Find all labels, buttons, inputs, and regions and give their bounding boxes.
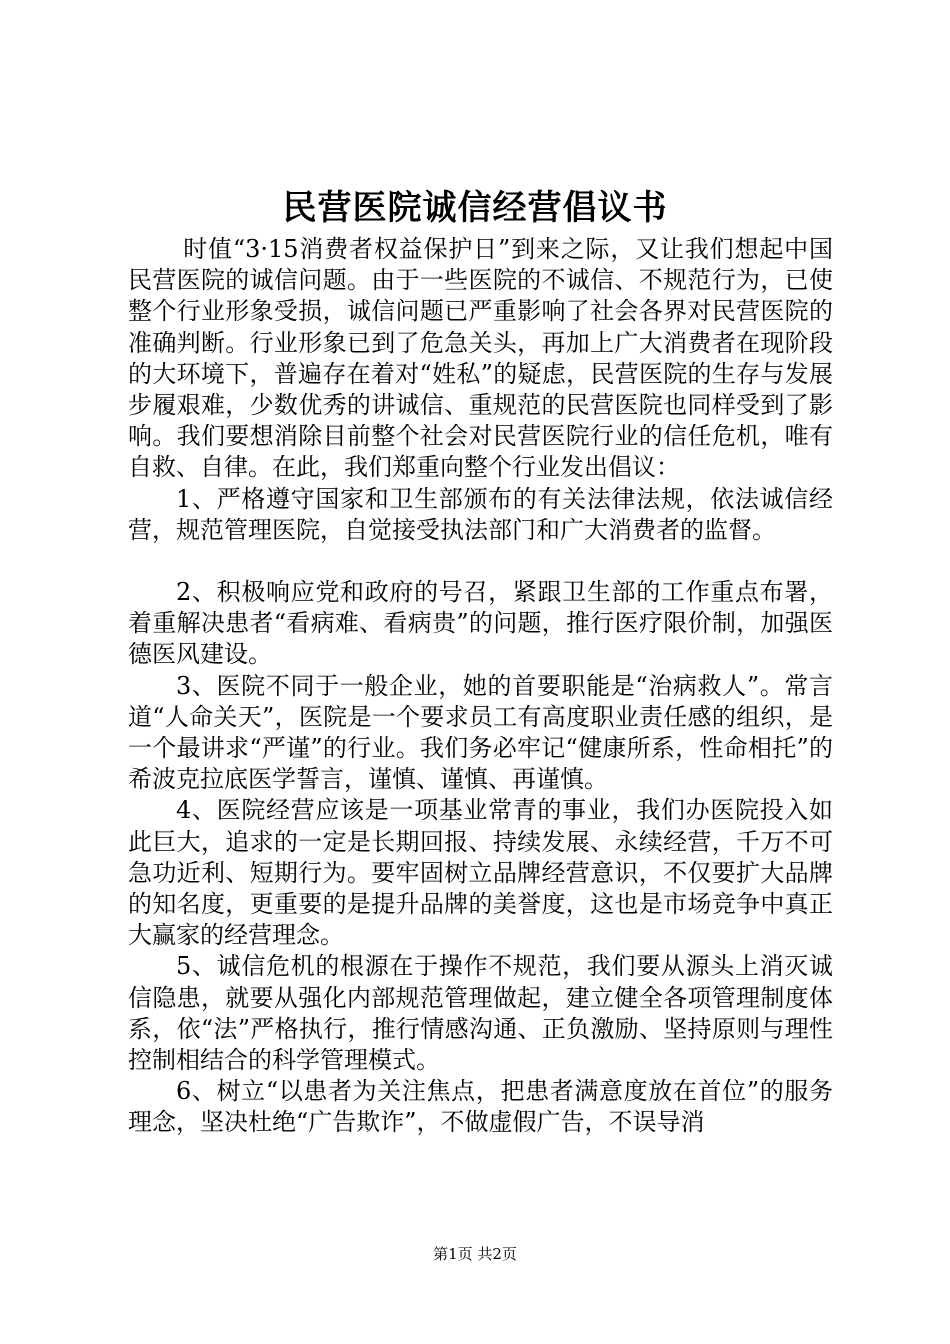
- document-body: [128, 234, 833, 1139]
- paragraph-intro: 时值“3·15消费者权益保护日”到来之际，又让我们想起中国民营医院的诚信问题。由于一些医院的不诚信、不规范行为，已使整个行业形象受损，诚信问题已严重影响了社会各界对民营医院的准确判断。行业形象已到了危急关头，再加上广大消费者在现阶段的大环境下，普遍存在着对“姓私”的疑虑，民营医院的生存与发展步履艰难，少数优秀的讲诚信、重规范的民营医院也同样受到了影响。我们要想消除目前整个社会对民营医院行业的信任危机，唯有自救、自律。在此，我们郑重向整个行业发出倡议：: [128, 235, 833, 482]
- paragraph-item-5: 5、诚信危机的根源在于操作不规范，我们要从源头上消灭诚信隐患，就要从强化内部规范管理做起，建立健全各项管理制度体系，依“法”严格执行，推行情感沟通、正负激励、坚持原则与理性控制相结合的科学管理模式。: [128, 952, 833, 1075]
- paragraph-item-1: 1、严格遵守国家和卫生部颁布的有关法律法规，依法诚信经营，规范管理医院，自觉接受执法部门和广大消费者的监督。: [128, 484, 833, 544]
- paragraph-item-6: 6、树立“以患者为关注焦点，把患者满意度放在首位”的服务理念，坚决杜绝“广告欺诈”，不做虚假广告，不误导消: [128, 1077, 833, 1137]
- paragraph-item-2: 2、积极响应党和政府的号召，紧跟卫生部的工作重点布署，着重解决患者“看病难、看病贵”的问题，推行医疗限价制，加强医德医风建设。: [128, 578, 833, 669]
- document-title: 民营医院诚信经营倡议书: [282, 188, 668, 228]
- page-footer: 第1页 共2页: [433, 1245, 517, 1263]
- paragraph-item-3: 3、医院不同于一般企业，她的首要职能是“治病救人”。常言道“人命关天”，医院是一个要求员工有高度职业责任感的组织，是一个最讲求“严谨”的行业。我们务必牢记“健康所系，性命相托”的希波克拉底医学誓言，谨慎、谨慎、再谨慎。: [128, 671, 833, 794]
- paragraph-item-4: 4、医院经营应该是一项基业常青的事业，我们办医院投入如此巨大，追求的一定是长期回报、持续发展、永续经营，千万不可急功近利、短期行为。要牢固树立品牌经营意识，不仅要扩大品牌的知名度，更重要的是提升品牌的美誉度，这也是市场竞争中真正大赢家的经营理念。: [128, 796, 833, 950]
